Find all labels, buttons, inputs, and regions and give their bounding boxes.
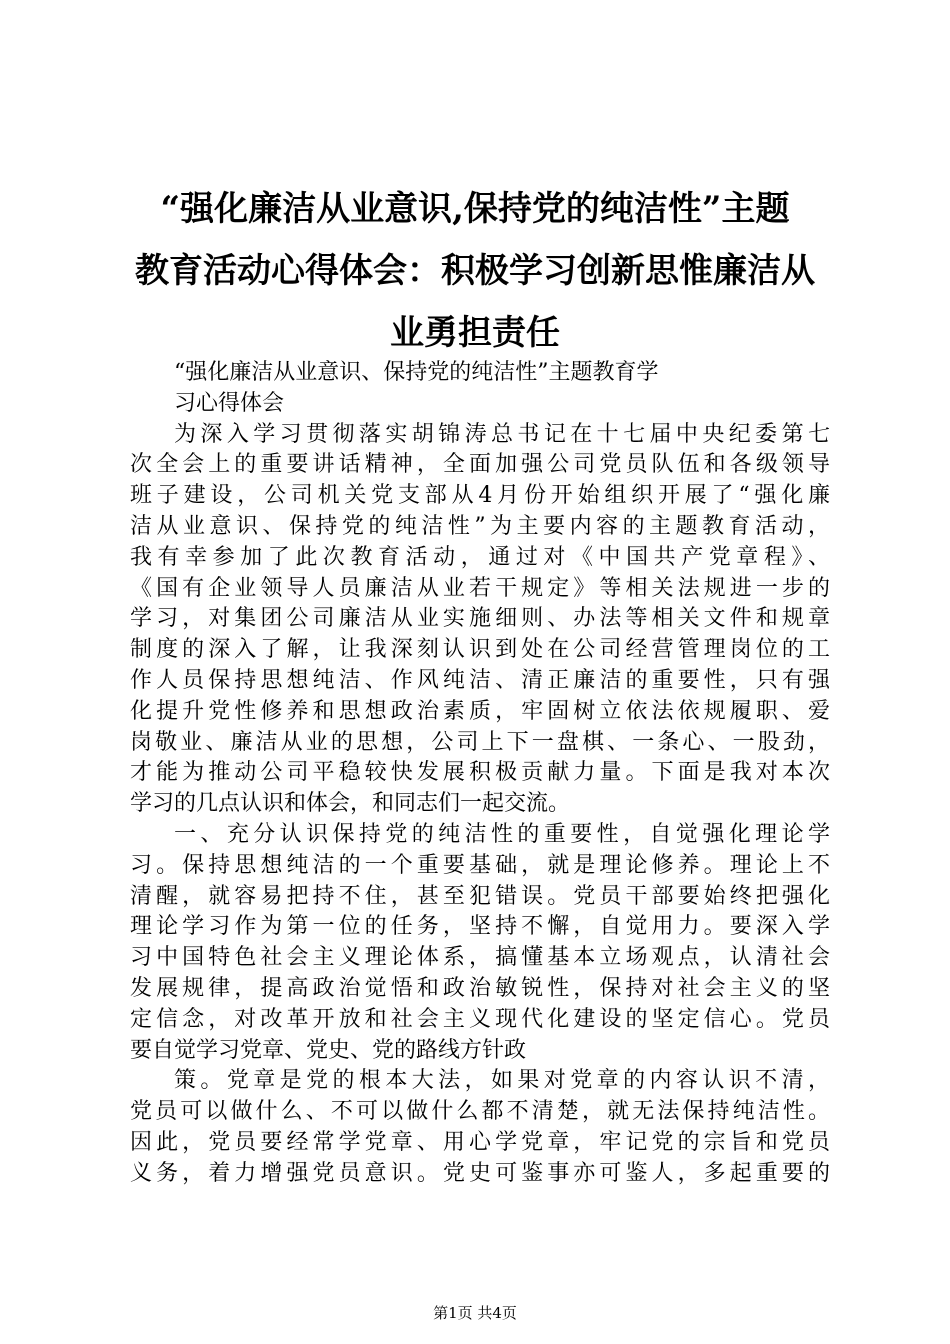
paragraph-line: 清醒，就容易把持不住，甚至犯错误。党员干部要始终把强化 [130, 883, 830, 909]
paragraph-line: 为深入学习贯彻落实胡锦涛总书记在十七届中央纪委第七 [174, 421, 830, 447]
title-line: 教育活动心得体会：积极学习创新思惟廉洁从 [135, 251, 815, 291]
page-number: 第1页 共4页 [433, 1304, 517, 1322]
paragraph-line: 次全会上的重要讲话精神，全面加强公司党员队伍和各级领导 [130, 452, 830, 478]
paragraph-line: 习。保持思想纯洁的一个重要基础，就是理论修养。理论上不 [130, 852, 830, 878]
paragraph-line: 班子建设，公司机关党支部从4月份开始组织开展了“强化廉 [130, 483, 830, 509]
paragraph-1 [130, 420, 830, 820]
subtitle [130, 358, 830, 420]
subtitle-line: “强化廉洁从业意识、保持党的纯洁性”主题教育学 [174, 360, 659, 385]
paragraph-line: 理论学习作为第一位的任务，坚持不懈，自觉用力。要深入学 [130, 914, 830, 940]
paragraph-line: 因此，党员要经常学党章、用心学党章，牢记党的宗旨和党员 [130, 1129, 830, 1155]
paragraph-line: 一、充分认识保持党的纯洁性的重要性，自觉强化理论学 [174, 821, 830, 847]
paragraph-3 [130, 1066, 830, 1189]
title-line: 业勇担责任 [390, 313, 560, 353]
paragraph-line: 我有幸参加了此次教育活动，通过对《中国共产党章程》、 [130, 544, 830, 570]
paragraph-line: 要自觉学习党章、党史、党的路线方针政 [130, 1037, 527, 1063]
paragraph-line: 发展规律，提高政治觉悟和政治敏锐性，保持对社会主义的坚 [130, 975, 830, 1001]
paragraph-line: 才能为推动公司平稳较快发展积极贡献力量。下面是我对本次 [130, 760, 830, 786]
paragraph-line: 《国有企业领导人员廉洁从业若干规定》等相关法规进一步的 [130, 575, 830, 601]
paragraph-line: 学习的几点认识和体会，和同志们一起交流。 [130, 791, 571, 817]
document-title [110, 178, 840, 364]
paragraph-2 [130, 820, 830, 1066]
paragraph-line: 习中国特色社会主义理论体系，搞懂基本立场观点，认清社会 [130, 945, 830, 971]
paragraph-line: 学习，对集团公司廉洁从业实施细则、办法等相关文件和规章 [130, 606, 830, 632]
document-body [130, 358, 830, 1190]
paragraph-line: 作人员保持思想纯洁、作风纯洁、清正廉洁的重要性，只有强 [130, 667, 830, 693]
paragraph-line: 岗敬业、廉洁从业的思想，公司上下一盘棋、一条心、一股劲， [130, 729, 830, 755]
paragraph-line: 洁从业意识、保持党的纯洁性”为主要内容的主题教育活动， [130, 513, 830, 539]
paragraph-line: 制度的深入了解，让我深刻认识到处在公司经营管理岗位的工 [130, 637, 830, 663]
paragraph-line: 化提升党性修养和思想政治素质，牢固树立依法依规履职、爱 [130, 698, 830, 724]
paragraph-line: 定信念，对改革开放和社会主义现代化建设的坚定信心。党员 [130, 1006, 830, 1032]
page-footer [0, 1302, 950, 1323]
paragraph-line: 策。党章是党的根本大法，如果对党章的内容认识不清， [174, 1068, 830, 1094]
paragraph-line: 党员可以做什么、不可以做什么都不清楚，就无法保持纯洁性。 [130, 1099, 830, 1125]
subtitle-line: 习心得体会 [174, 390, 285, 416]
title-line: “强化廉洁从业意识,保持党的纯洁性”主题 [160, 189, 790, 229]
paragraph-line: 义务，着力增强党员意识。党史可鉴事亦可鉴人，多起重要的 [130, 1160, 830, 1186]
